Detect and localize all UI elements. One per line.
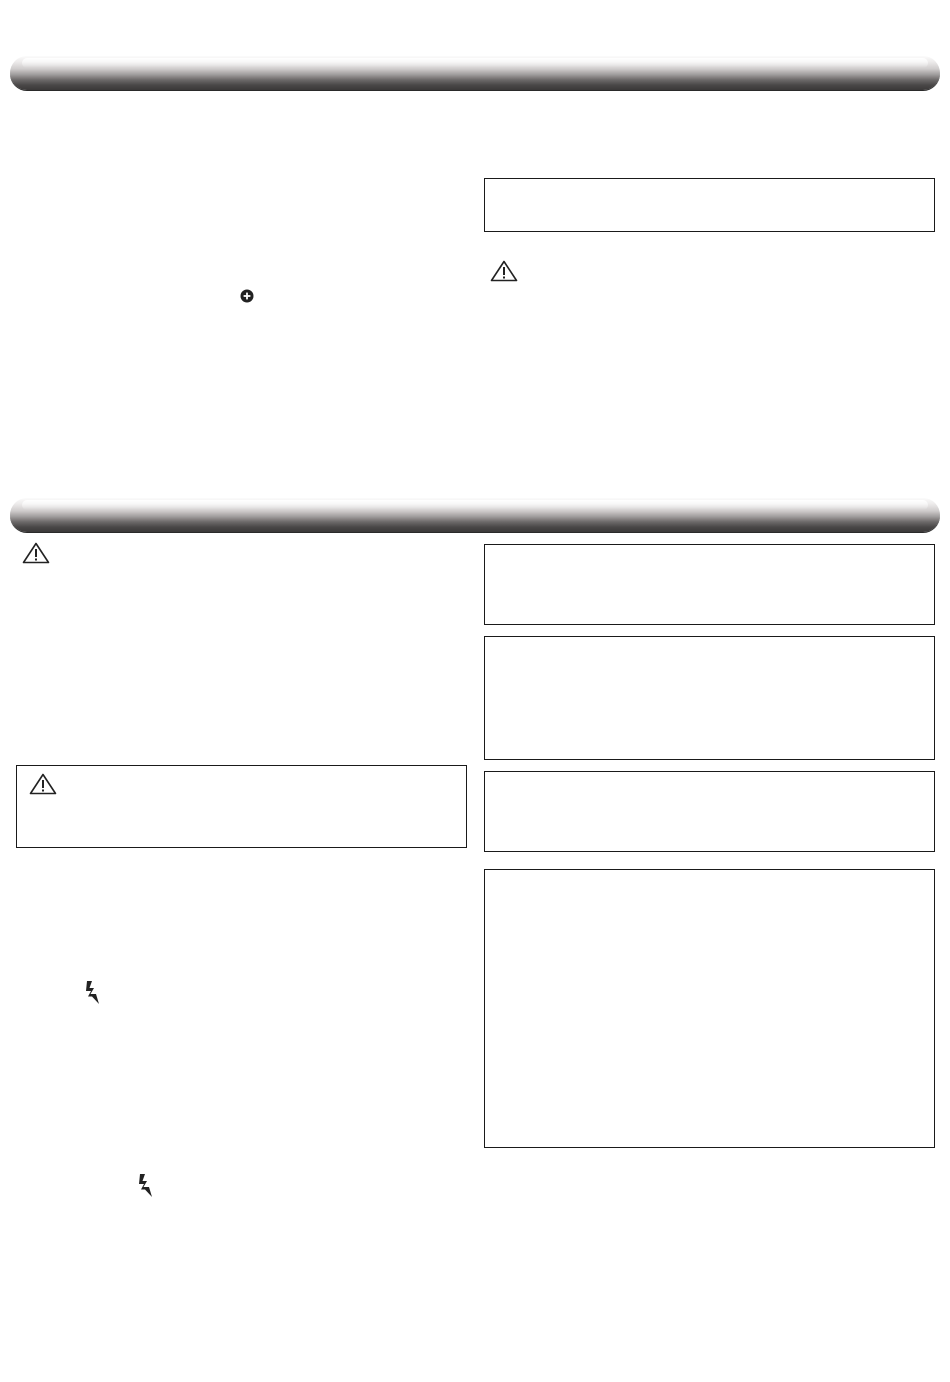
warning-triangle-icon bbox=[29, 773, 57, 795]
section-header-bar-2 bbox=[10, 498, 940, 532]
note-box-right-2 bbox=[484, 636, 935, 760]
note-box-top bbox=[484, 178, 935, 232]
lightning-bolt-icon bbox=[80, 980, 102, 1006]
section-header-bar-1 bbox=[10, 56, 940, 90]
note-box-right-4 bbox=[484, 869, 935, 1148]
lightning-bolt-icon bbox=[133, 1173, 155, 1199]
note-box-right-1 bbox=[484, 544, 935, 625]
warning-triangle-icon bbox=[22, 542, 50, 564]
warning-box-left bbox=[16, 765, 467, 848]
plus-circle-icon bbox=[240, 289, 254, 303]
warning-triangle-icon bbox=[490, 260, 518, 282]
note-box-right-3 bbox=[484, 771, 935, 852]
